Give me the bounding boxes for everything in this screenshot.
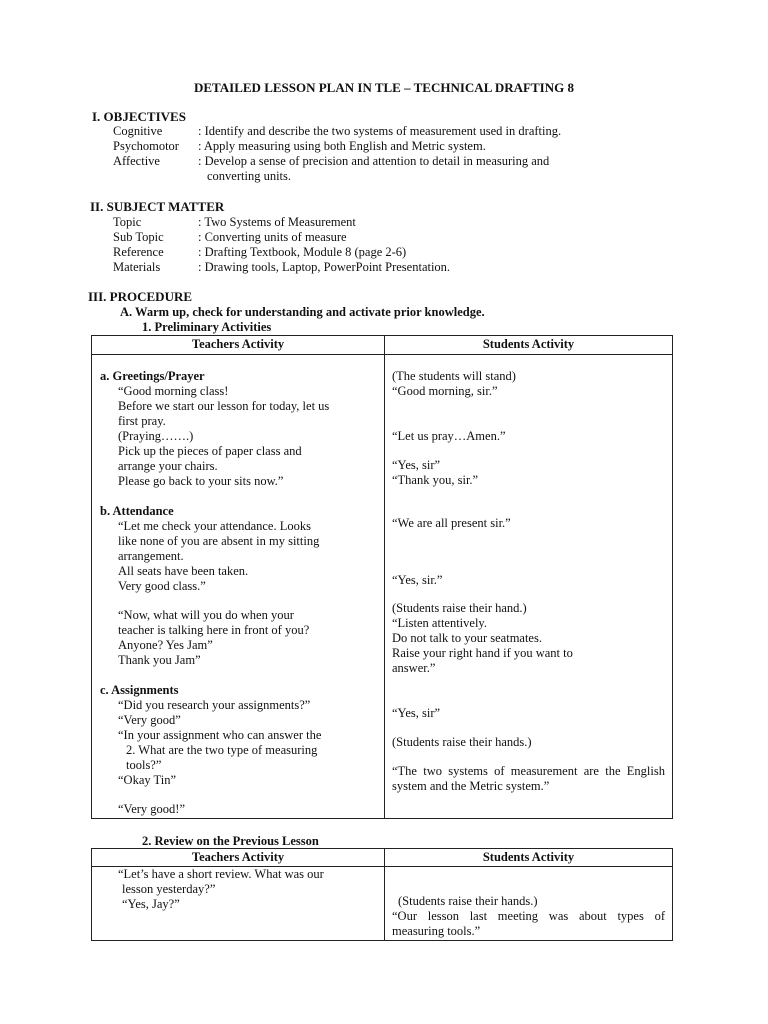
subject-matter-heading: II. SUBJECT MATTER	[90, 199, 225, 214]
teacher-line: Anyone? Yes Jam”	[118, 638, 213, 652]
teacher-line: All seats have been taken.	[118, 564, 249, 578]
objective-text-cognitive: : Identify and describe the two systems of measurement used in drafting.	[198, 124, 562, 138]
teacher-line: (Praying…….)	[118, 429, 194, 443]
teacher-section-greetings: a. Greetings/Prayer	[100, 369, 205, 383]
subject-label-subtopic: Sub Topic	[113, 230, 164, 244]
teacher-section-attendance: b. Attendance	[100, 504, 174, 518]
teacher-line: arrangement.	[118, 549, 184, 563]
subject-text-topic: : Two Systems of Measurement	[198, 215, 356, 229]
teacher-line: “Good morning class!	[118, 384, 229, 398]
student-line: answer.”	[392, 661, 436, 675]
teacher-line: 2. What are the two type of measuring	[126, 743, 318, 757]
objective-text-psychomotor: : Apply measuring using both English and Metric system.	[198, 139, 486, 153]
student-line: “Listen attentively.	[392, 616, 487, 630]
objective-text-affective-cont: converting units.	[207, 169, 292, 183]
preliminary-activities-table	[91, 335, 673, 819]
objective-label-affective: Affective	[113, 154, 160, 168]
procedure-item-review: 2. Review on the Previous Lesson	[142, 834, 319, 848]
procedure-item-preliminary: 1. Preliminary Activities	[142, 320, 272, 334]
teacher-line: “Very good!”	[118, 802, 185, 816]
table-header-student: Students Activity	[482, 337, 575, 351]
teacher-line: Thank you Jam”	[118, 653, 201, 667]
student-line: “We are all present sir.”	[392, 516, 511, 530]
teacher-line: “Let me check your attendance. Looks	[118, 519, 311, 533]
student-line: “Thank you, sir.”	[392, 473, 479, 487]
teacher-line: Pick up the pieces of paper class and	[118, 444, 302, 458]
student-line: Raise your right hand if you want to	[392, 646, 573, 660]
review-lesson-table	[91, 848, 673, 941]
teacher-line: Very good class.”	[118, 579, 206, 593]
table-header-student: Students Activity	[482, 850, 575, 864]
procedure-subheading-a: A. Warm up, check for understanding and activate prior knowledge.	[120, 305, 485, 319]
teacher-line: like none of you are absent in my sitting	[118, 534, 320, 548]
student-answer: “The two systems of measurement are the English system and the Metric system.”	[392, 764, 665, 793]
subject-text-materials: : Drawing tools, Laptop, PowerPoint Presentation.	[198, 260, 451, 274]
student-answer: “Our lesson last meeting was about types of measuring tools.”	[392, 909, 665, 938]
teacher-line: arrange your chairs.	[118, 459, 218, 473]
teacher-line: tools?”	[126, 758, 162, 772]
teacher-line: “Let’s have a short review. What was our	[118, 867, 324, 881]
page-title: DETAILED LESSON PLAN IN TLE – TECHNICAL DRAFTING 8	[194, 80, 574, 95]
subject-text-reference: : Drafting Textbook, Module 8 (page 2-6)	[198, 245, 407, 259]
student-line: Do not talk to your seatmates.	[392, 631, 542, 645]
student-line: “Yes, sir”	[392, 458, 441, 472]
student-line: “Let us pray…Amen.”	[392, 429, 506, 443]
student-line: “Yes, sir.”	[392, 573, 443, 587]
teacher-line: “Did you research your assignments?”	[118, 698, 311, 712]
objective-text-affective: : Develop a sense of precision and attention to detail in measuring and	[198, 154, 550, 168]
subject-label-topic: Topic	[113, 215, 142, 229]
teacher-line: lesson yesterday?”	[122, 882, 216, 896]
teacher-line: “Yes, Jay?”	[122, 897, 180, 911]
teacher-line: teacher is talking here in front of you?	[118, 623, 310, 637]
table-header-teacher: Teachers Activity	[191, 850, 285, 864]
teacher-section-assignments: c. Assignments	[100, 683, 179, 697]
objectives-heading: I. OBJECTIVES	[92, 109, 186, 124]
objective-label-psychomotor: Psychomotor	[113, 139, 179, 153]
student-line: “Good morning, sir.”	[392, 384, 498, 398]
student-line: (Students raise their hands.)	[392, 735, 532, 749]
objective-label-cognitive: Cognitive	[113, 124, 163, 138]
procedure-heading: III. PROCEDURE	[88, 289, 193, 304]
student-line: (The students will stand)	[392, 369, 516, 383]
student-line: (Students raise their hands.)	[398, 894, 538, 908]
subject-text-subtopic: : Converting units of measure	[198, 230, 347, 244]
teacher-line: Please go back to your sits now.”	[118, 474, 284, 488]
teacher-line: “In your assignment who can answer the	[118, 728, 322, 742]
teacher-line: first pray.	[118, 414, 166, 428]
teacher-line: “Now, what will you do when your	[118, 608, 294, 622]
student-line: (Students raise their hand.)	[392, 601, 527, 615]
student-line: “Yes, sir”	[392, 706, 441, 720]
teacher-line: Before we start our lesson for today, let us	[118, 399, 330, 413]
subject-label-materials: Materials	[113, 260, 161, 274]
teacher-line: “Okay Tin”	[118, 773, 176, 787]
teacher-line: “Very good”	[118, 713, 181, 727]
table-header-teacher: Teachers Activity	[191, 337, 285, 351]
subject-label-reference: Reference	[113, 245, 164, 259]
